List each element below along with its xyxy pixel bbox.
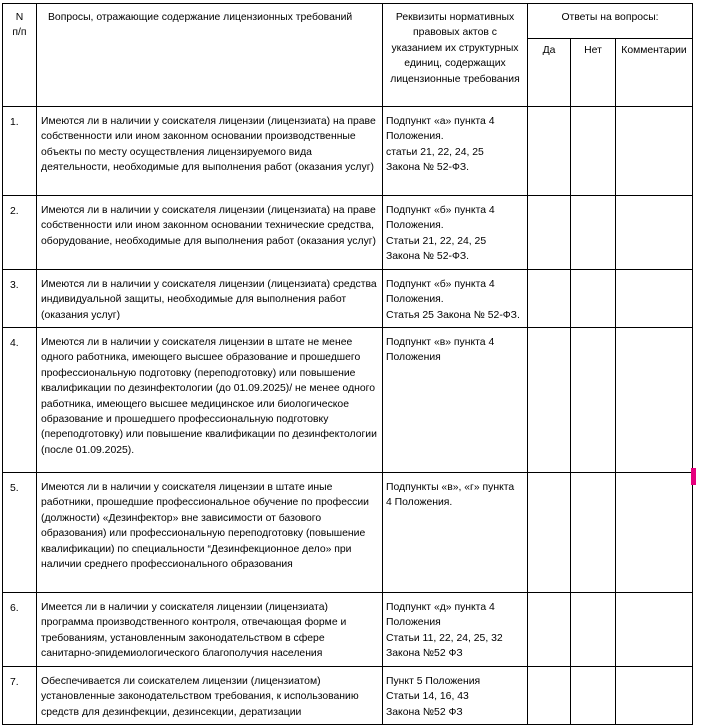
row-num: 2. xyxy=(3,196,37,270)
comment-cell[interactable] xyxy=(616,107,693,196)
answer-yes-cell[interactable] xyxy=(528,667,571,725)
row-requisites: Подпункты «в», «г» пункта 4 Положения. xyxy=(383,473,528,593)
table-row xyxy=(3,593,693,667)
row-num: 7. xyxy=(3,667,37,725)
header-answers: Ответы на вопросы: xyxy=(528,4,693,39)
text-cursor-marker xyxy=(691,468,696,485)
row-question: Обеспечивается ли соискателем лицензии (лицензиатом) установленные законодательством требования, к использованию средств для дезинфекции, дезинсекции, дератизации xyxy=(37,667,383,725)
answer-no-cell[interactable] xyxy=(571,328,616,473)
row-question: Имеются ли в наличии у соискателя лицензии (лицензиата) на праве собственности или ином законном основании технические средства, оборудование, необходимые для выполнения работ (оказания услуг) xyxy=(37,196,383,270)
header-comments: Комментарии xyxy=(616,39,693,107)
table-row xyxy=(3,667,693,725)
answer-no-cell[interactable] xyxy=(571,270,616,328)
answer-no-cell[interactable] xyxy=(571,196,616,270)
table-row xyxy=(3,196,693,270)
table-row xyxy=(3,328,693,473)
answer-yes-cell[interactable] xyxy=(528,196,571,270)
row-question: Имеются ли в наличии у соискателя лицензии (лицензиата) средства индивидуальной защиты, необходимые для выполнения работ (оказания услуг) xyxy=(37,270,383,328)
comment-cell[interactable] xyxy=(616,593,693,667)
comment-cell[interactable] xyxy=(616,270,693,328)
row-question: Имеется ли в наличии у соискателя лицензии (лицензиата) программа производственного контроля, отвечающая форме и требованиям, установленным законодательством в сфере санитарно-эпидемиологического благополучия населения xyxy=(37,593,383,667)
comment-cell[interactable] xyxy=(616,328,693,473)
answer-no-cell[interactable] xyxy=(571,667,616,725)
row-num: 1. xyxy=(3,107,37,196)
comment-cell[interactable] xyxy=(616,667,693,725)
answer-yes-cell[interactable] xyxy=(528,107,571,196)
license-requirements-table xyxy=(2,3,693,725)
header-num: N п/п xyxy=(3,4,37,107)
row-question: Имеются ли в наличии у соискателя лицензии в штате иные работники, прошедшие профессиональное обучение по профессии (должности) «Дезинфектор» вне зависимости от базового образования) или профессиональную переподготовку (повышение квалификации) по специальности “Дезинфекционное дело» при наличии среднего профессионального образования xyxy=(37,473,383,593)
row-num: 6. xyxy=(3,593,37,667)
header-no: Нет xyxy=(571,39,616,107)
table-row xyxy=(3,107,693,196)
row-requisites: Подпункт «а» пункта 4 Положения. статьи 21, 22, 24, 25 Закона № 52-ФЗ. xyxy=(383,107,528,196)
answer-yes-cell[interactable] xyxy=(528,593,571,667)
answer-no-cell[interactable] xyxy=(571,593,616,667)
row-requisites: Подпункт «в» пункта 4 Положения xyxy=(383,328,528,473)
table-row xyxy=(3,270,693,328)
row-requisites: Подпункт «д» пункта 4 Положения Статьи 11, 22, 24, 25, 32 Закона №52 ФЗ xyxy=(383,593,528,667)
header-question: Вопросы, отражающие содержание лицензионных требований xyxy=(37,4,383,107)
row-question: Имеются ли в наличии у соискателя лицензии в штате не менее одного работника, имеющего высшее образование и прошедшего профессиональную подготовку (переподготовку) или повышение квалификации по дезинфектологии (до 01.09.2025)/ не менее одного работника, имеющего высшее медицинское или биологическое образование и прошедшего профессиональную подготовку (переподготовку) или повышение квалификации по дезинфектологии (после 01.09.2025). xyxy=(37,328,383,473)
row-question: Имеются ли в наличии у соискателя лицензии (лицензиата) на праве собственности или ином законном основании производственные объекты по месту осуществления лицензируемого вида деятельности, необходимые для выполнения работ (оказания услуг) xyxy=(37,107,383,196)
header-yes: Да xyxy=(528,39,571,107)
comment-cell[interactable] xyxy=(616,473,693,593)
row-num: 5. xyxy=(3,473,37,593)
comment-cell[interactable] xyxy=(616,196,693,270)
row-num: 4. xyxy=(3,328,37,473)
answer-yes-cell[interactable] xyxy=(528,270,571,328)
row-requisites: Пункт 5 Положения Статьи 14, 16, 43 Закона №52 ФЗ xyxy=(383,667,528,725)
table-row xyxy=(3,473,693,593)
row-requisites: Подпункт «б» пункта 4 Положения. Статья 25 Закона № 52-ФЗ. xyxy=(383,270,528,328)
header-requisites: Реквизиты нормативных правовых актов с указанием их структурных единиц, содержащих лицензионные требования xyxy=(383,4,528,107)
answer-yes-cell[interactable] xyxy=(528,473,571,593)
answer-yes-cell[interactable] xyxy=(528,328,571,473)
answer-no-cell[interactable] xyxy=(571,107,616,196)
row-requisites: Подпункт «б» пункта 4 Положения. Статьи 21, 22, 24, 25 Закона № 52-ФЗ. xyxy=(383,196,528,270)
row-num: 3. xyxy=(3,270,37,328)
answer-no-cell[interactable] xyxy=(571,473,616,593)
